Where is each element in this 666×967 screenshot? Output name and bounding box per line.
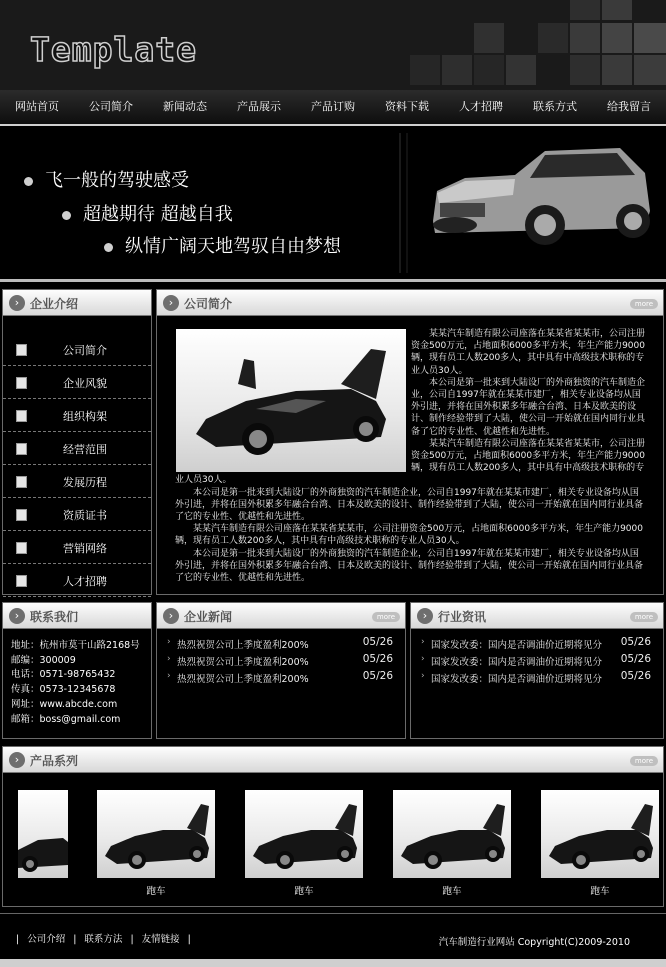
about-panel xyxy=(156,289,664,595)
industry-panel-title: 行业资讯 xyxy=(438,610,487,624)
products-panel-title: 产品系列 xyxy=(30,754,79,768)
chevron-right-icon: › xyxy=(421,654,425,664)
banner xyxy=(0,128,666,282)
document-icon xyxy=(16,509,27,521)
document-icon xyxy=(16,575,27,587)
contact-phone: 电话：0571-98765432 xyxy=(11,669,116,681)
footer-link[interactable]: 公司介绍 xyxy=(27,934,66,945)
news-panel-header xyxy=(157,603,405,629)
company-menu-item[interactable]: 营销网络 xyxy=(3,531,151,564)
arrow-right-icon: › xyxy=(9,295,25,311)
news-item[interactable]: › 热烈祝贺公司上季度盈利200% 05/26 xyxy=(167,670,393,685)
product-caption[interactable]: 跑车 xyxy=(294,886,314,897)
contact-postcode: 邮编：300009 xyxy=(11,654,76,666)
document-icon xyxy=(16,443,27,455)
arrow-right-icon: › xyxy=(417,608,433,624)
products-panel-header xyxy=(3,747,663,773)
header xyxy=(0,0,666,90)
banner-line-1: 飞一般的驾驶感受 xyxy=(24,166,189,192)
contact-info xyxy=(3,629,151,727)
product-item[interactable] xyxy=(97,790,215,897)
industry-item[interactable]: › 国家发改委：国内是否调油价近期将见分 05/26 xyxy=(421,636,651,651)
product-image[interactable] xyxy=(393,790,511,878)
company-panel-title: 企业介绍 xyxy=(30,297,79,311)
about-car-image xyxy=(176,329,406,472)
nav-item-downloads[interactable]: 资料下载 xyxy=(385,100,429,113)
nav-item-jobs[interactable]: 人才招聘 xyxy=(459,100,503,113)
footer xyxy=(0,913,666,959)
arrow-right-icon: › xyxy=(163,608,179,624)
company-menu-item[interactable]: 发展历程 xyxy=(3,465,151,498)
bullet-icon xyxy=(24,177,33,186)
industry-item[interactable]: › 国家发改委：国内是否调油价近期将见分 05/26 xyxy=(421,670,651,685)
contact-fax: 传真：0573-12345678 xyxy=(11,684,116,696)
chevron-right-icon: › xyxy=(421,637,425,647)
product-item[interactable] xyxy=(245,790,363,897)
company-menu-item[interactable]: 人才招聘 xyxy=(3,564,151,597)
more-button[interactable]: more xyxy=(630,756,658,766)
contact-panel-header xyxy=(3,603,151,629)
news-item[interactable]: › 热烈祝贺公司上季度盈利200% 05/26 xyxy=(167,653,393,668)
about-panel-header xyxy=(157,290,663,316)
nav-item-news[interactable]: 新闻动态 xyxy=(163,100,207,113)
contact-address: 地址：杭州市莫干山路2168号 xyxy=(11,640,140,651)
document-icon xyxy=(16,377,27,389)
product-item[interactable] xyxy=(393,790,511,897)
news-panel xyxy=(156,602,406,739)
document-icon xyxy=(16,542,27,554)
industry-panel-header xyxy=(411,603,663,629)
company-menu-item[interactable]: 资质证书 xyxy=(3,498,151,531)
footer-link[interactable]: 友情链接 xyxy=(141,934,180,945)
nav-item-products[interactable]: 产品展示 xyxy=(237,100,281,113)
news-panel-title: 企业新闻 xyxy=(184,610,233,624)
contact-panel xyxy=(2,602,152,739)
company-menu-item[interactable]: 公司简介 xyxy=(3,333,151,366)
document-icon xyxy=(16,410,27,422)
more-button[interactable]: more xyxy=(630,299,658,309)
banner-suv-image xyxy=(395,133,663,273)
footer-links: | 公司介绍 | 联系方法 | 友情链接 | xyxy=(16,934,191,945)
banner-line-2: 超越期待 超越自我 xyxy=(62,200,233,226)
chevron-right-icon: › xyxy=(421,671,425,681)
main-nav xyxy=(0,90,666,126)
chevron-right-icon: › xyxy=(167,637,171,647)
bottom-bar xyxy=(0,959,666,967)
about-panel-title: 公司简介 xyxy=(184,297,233,311)
copyright: 汽车制造行业网站 Copyright(C)2009-2010 xyxy=(438,937,630,948)
more-button[interactable]: more xyxy=(630,612,658,622)
bullet-icon xyxy=(104,243,113,252)
company-panel-header xyxy=(3,290,151,316)
product-caption[interactable]: 跑车 xyxy=(146,886,166,897)
nav-item-order[interactable]: 产品订购 xyxy=(311,100,355,113)
product-image[interactable] xyxy=(245,790,363,878)
product-image[interactable] xyxy=(97,790,215,878)
product-caption[interactable]: 跑车 xyxy=(590,886,610,897)
chevron-right-icon: › xyxy=(167,671,171,681)
company-panel xyxy=(2,289,152,595)
product-item[interactable] xyxy=(541,790,659,897)
nav-item-about[interactable]: 公司简介 xyxy=(89,100,133,113)
about-text: 某某汽车制造有限公司座落在某某省某某市，公司注册资金500万元，占地面积6000多平方米，年生产能力9000辆，现有员工人数200多人，其中具有中高级技术职称的专业人员30人。 本公司是第一批来到大陆设厂的外商独资的汽车制造企业，公司自1997年就在某某市建厂，相关专业设备均从国外引进，并将在国外积累多年融合台湾、日本及欧美的设计、制作经验带到了大陆，使公司一开始就在国内同行业具备了它的专业性、优越性和先进性。 某某汽车制造有限公司座落在某某省某某市，公司注册资金500万元，占地面积6000多平方米，年生产能力9000辆，现有员工人数200多人，其中具有中高级技术职称的专业人员30人。 本公司是第一批来到大陆设厂的外商独资的汽车制造企业，公司自1997年就在某某市建厂，相关专业设备均从国外引进，并将在国外积累多年融合台湾、日本及欧美的设计、制作经验带到了大陆，使公司一开始就在国内同行业具备了它的专业性、优越性和先进性。 某某汽车制造有限公司座落在某某省某某市，公司注册资金500万元，占地面积6000多平方米，年生产能力9000辆，现有员工人数200多人，其中具有中高级技术职称的专业人员30人。 本公司是第一批来到大陆设厂的外商独资的汽车制造企业，公司自1997年就在某某市建厂，相关专业设备均从国外引进，并将在国外积累多年融合台湾、日本及欧美的设计、制作经验带到了大陆，使公司一开始就在国内同行业具备了它的专业性、优越性和先进性。 xyxy=(175,329,646,584)
products-panel xyxy=(2,746,664,907)
nav-item-message[interactable]: 给我留言 xyxy=(607,100,651,113)
nav-item-home[interactable]: 网站首页 xyxy=(15,100,59,113)
contact-email[interactable]: 邮箱：boss@gmail.com xyxy=(11,713,121,725)
bullet-icon xyxy=(62,211,71,220)
more-button[interactable]: more xyxy=(372,612,400,622)
contact-website[interactable]: 网址：www.abcde.com xyxy=(11,698,118,710)
chevron-right-icon: › xyxy=(167,654,171,664)
product-item[interactable] xyxy=(18,790,68,883)
document-icon xyxy=(16,344,27,356)
arrow-right-icon: › xyxy=(163,295,179,311)
nav-item-contact[interactable]: 联系方式 xyxy=(533,100,577,113)
product-image[interactable] xyxy=(541,790,659,878)
company-menu-item[interactable]: 组织构架 xyxy=(3,399,151,432)
industry-item[interactable]: › 国家发改委：国内是否调油价近期将见分 05/26 xyxy=(421,653,651,668)
document-icon xyxy=(16,476,27,488)
arrow-right-icon: › xyxy=(9,752,25,768)
footer-link[interactable]: 联系方法 xyxy=(84,934,123,945)
arrow-right-icon: › xyxy=(9,608,25,624)
product-image[interactable] xyxy=(18,790,68,878)
company-menu-item[interactable]: 企业风貌 xyxy=(3,366,151,399)
company-menu-item[interactable]: 经营范围 xyxy=(3,432,151,465)
site-logo[interactable]: Template xyxy=(30,30,197,69)
product-caption[interactable]: 跑车 xyxy=(442,886,462,897)
banner-line-3: 纵情广阔天地驾驭自由梦想 xyxy=(104,232,341,258)
industry-panel xyxy=(410,602,664,739)
contact-panel-title: 联系我们 xyxy=(30,610,79,624)
news-item[interactable]: › 热烈祝贺公司上季度盈利200% 05/26 xyxy=(167,636,393,651)
